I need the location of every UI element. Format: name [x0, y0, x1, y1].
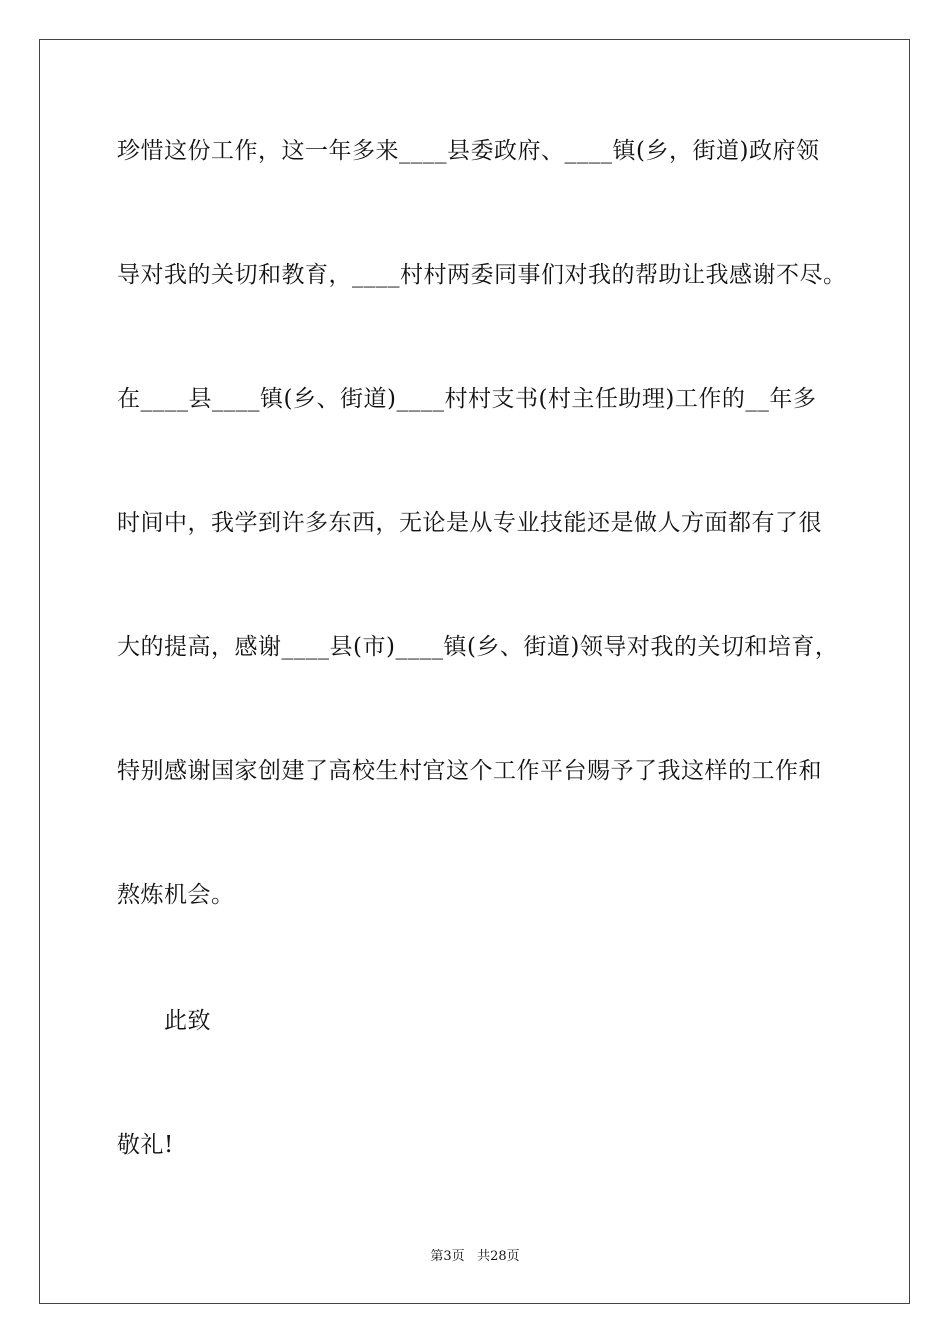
closing-salutation: 此致 [164, 1008, 211, 1034]
body-line-5: 大的提高，感谢____县(市)____镇(乡、街道)领导对我的关切和培育， [117, 634, 839, 660]
body-line-7: 熬炼机会。 [117, 882, 235, 908]
page-number: 第3页 [430, 1249, 465, 1264]
body-line-2: 导对我的关切和教育，____村村两委同事们对我的帮助让我感谢不尽。 [117, 262, 847, 288]
page-total: 共28页 [477, 1249, 520, 1264]
page-footer [0, 1248, 950, 1266]
page-frame [39, 39, 910, 1304]
closing-respect: 敬礼! [117, 1132, 174, 1158]
body-line-3: 在____县____镇(乡、街道)____村村支书(村主任助理)工作的__年多 [117, 386, 817, 412]
body-line-4: 时间中，我学到许多东西，无论是从专业技能还是做人方面都有了很 [117, 510, 822, 536]
body-line-1: 珍惜这份工作，这一年多来____县委政府、____镇(乡，街道)政府领 [117, 138, 820, 164]
body-line-6: 特别感谢国家创建了高校生村官这个工作平台赐予了我这样的工作和 [117, 758, 822, 784]
